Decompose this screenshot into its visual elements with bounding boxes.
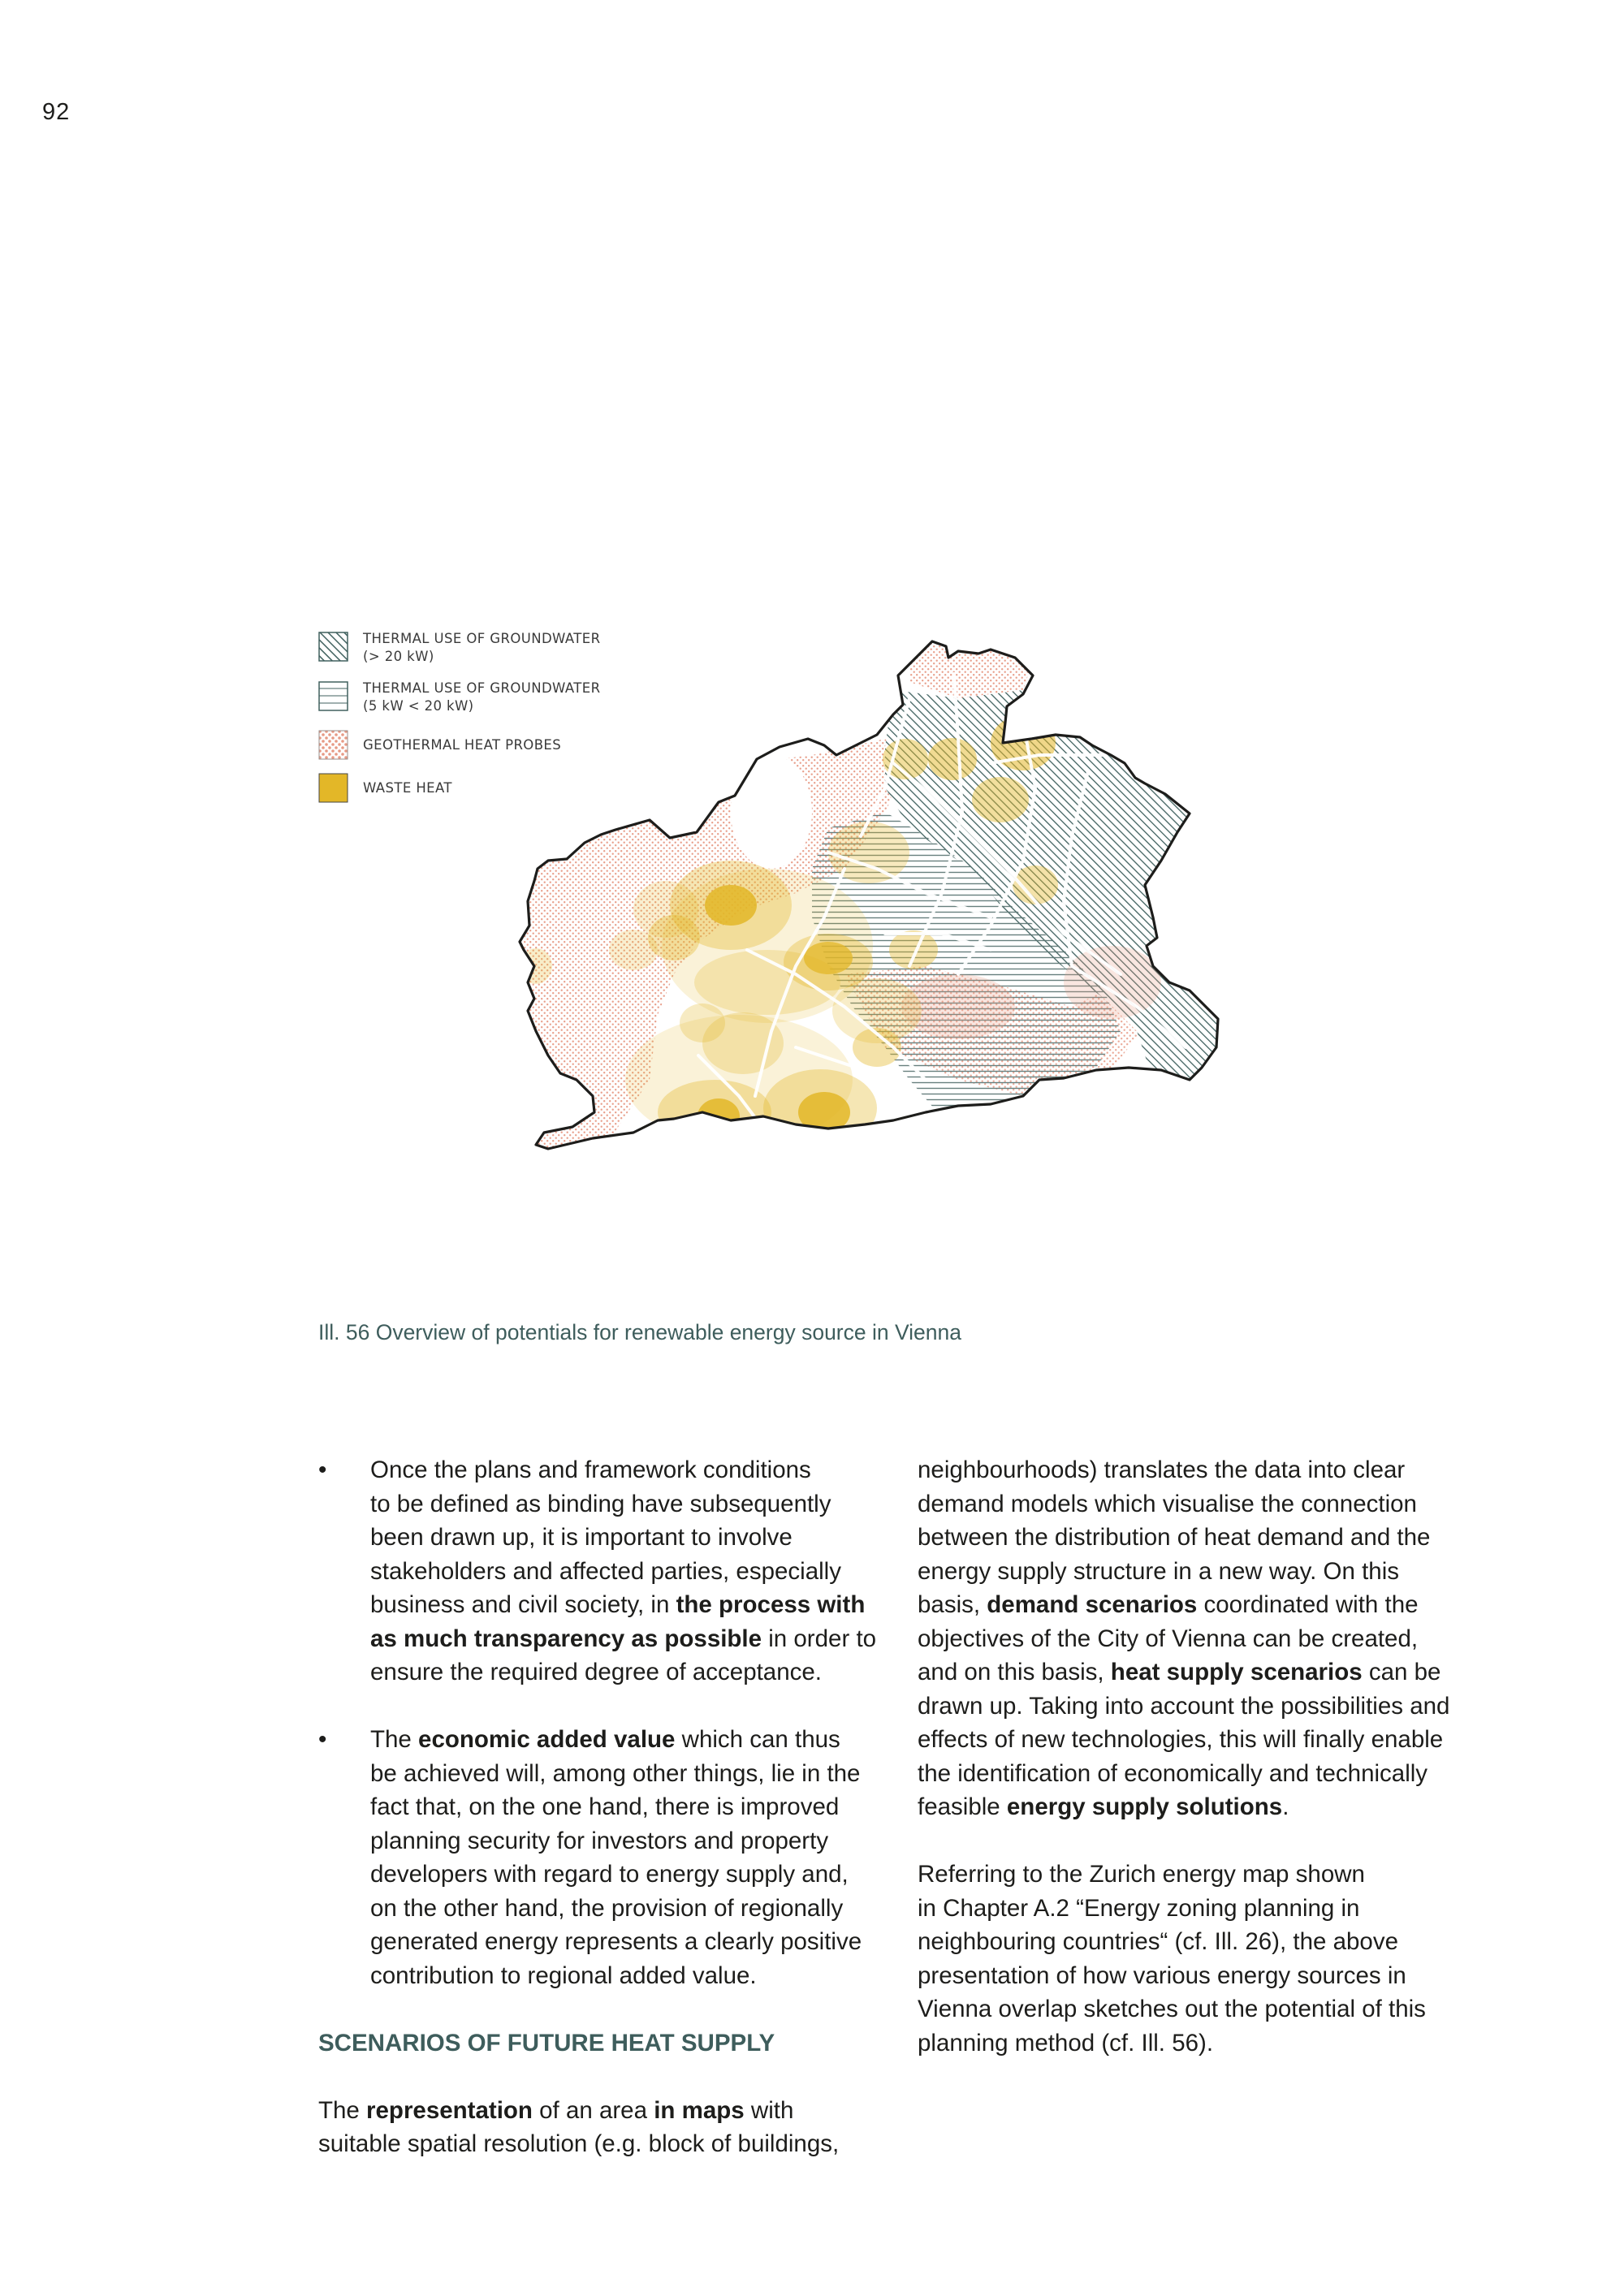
- text-line: [918, 1588, 1486, 1622]
- bold-text: as much transparency as possible: [370, 1625, 762, 1652]
- text-line: [918, 1892, 1486, 1926]
- text-line: [918, 1723, 1486, 1757]
- paragraph: [918, 1858, 1486, 2060]
- text-line: [918, 1453, 1486, 1487]
- text-run: Once the plans and framework conditions: [370, 1457, 811, 1483]
- bold-text: in maps: [654, 2096, 745, 2124]
- text-line: [918, 1790, 1486, 1824]
- text-line: [318, 2094, 887, 2128]
- text-run: business and civil society, in: [370, 1591, 676, 1618]
- text-line: [918, 1858, 1486, 1892]
- figure-caption: Ill. 56 Overview of potentials for renewable energy source in Vienna: [318, 1320, 962, 1344]
- text-line: [370, 1790, 887, 1824]
- text-line: [918, 1959, 1486, 1993]
- text-line: [918, 1622, 1486, 1656]
- text-line: [918, 1487, 1486, 1521]
- text-run: the identification of economically and technically: [918, 1759, 1428, 1787]
- text-run: which can thus: [675, 1726, 840, 1753]
- bold-text: economic added value: [418, 1726, 676, 1753]
- text-run: fact that, on the one hand, there is improved: [370, 1793, 840, 1820]
- text-run: The: [318, 2096, 367, 2124]
- text-line: [918, 1555, 1486, 1589]
- text-line: [370, 1555, 887, 1589]
- text-run: objectives of the City of Vienna can be created,: [918, 1625, 1419, 1652]
- text-run: with: [744, 2096, 794, 2124]
- text-line: [918, 1690, 1486, 1724]
- bold-text: representation: [366, 2096, 533, 2124]
- text-run: planning security for investors and property: [370, 1827, 829, 1854]
- text-run: neighbourhoods) translates the data into clear: [918, 1457, 1406, 1483]
- text-line: [918, 1655, 1486, 1690]
- text-run: .: [1282, 1793, 1289, 1820]
- bullet-icon: •: [318, 1457, 327, 1483]
- text-run: on the other hand, the provision of regionally: [370, 1894, 844, 1922]
- text-run: basis,: [918, 1591, 987, 1618]
- left-column: [318, 1453, 887, 2161]
- text-run: be achieved will, among other things, lie in the: [370, 1759, 861, 1787]
- text-line: [918, 1925, 1486, 1959]
- legend-sublabel: (5 kW < 20 kW): [363, 698, 474, 714]
- bold-text: heat supply scenarios: [1110, 1659, 1363, 1685]
- bullet-body: [370, 1453, 887, 1690]
- text-line: [370, 1622, 887, 1656]
- text-line: [370, 1892, 887, 1926]
- text-run: demand models which visualise the connection: [918, 1490, 1417, 1517]
- text-line: [370, 1723, 887, 1757]
- legend-label: THERMAL USE OF GROUNDWATER: [363, 631, 601, 646]
- text-run: energy supply structure in a new way. On this: [918, 1557, 1400, 1585]
- horizontal-hatch-swatch-icon: [318, 681, 348, 711]
- text-run: planning method (cf. Ill. 56).: [918, 2029, 1214, 2056]
- text-run: Referring to the Zurich energy map shown: [918, 1861, 1365, 1888]
- text-line: [370, 1959, 887, 1993]
- dot-pattern-swatch-icon: [318, 730, 348, 760]
- text-run: to be defined as binding have subsequently: [370, 1490, 831, 1517]
- text-line: [370, 1858, 887, 1892]
- bullet-item: [318, 1723, 887, 1992]
- text-run: developers with regard to energy supply and,: [370, 1861, 849, 1888]
- legend-sublabel: (> 20 kW): [363, 649, 434, 664]
- text-run: can be: [1362, 1659, 1441, 1685]
- paragraph: [318, 2094, 887, 2161]
- text-run: in Chapter A.2 “Energy zoning planning in: [918, 1894, 1360, 1922]
- text-line: [370, 1757, 887, 1791]
- vienna-energy-map: [503, 625, 1315, 1258]
- text-run: stakeholders and affected parties, especially: [370, 1557, 841, 1585]
- text-run: neighbouring countries“ (cf. Ill. 26), the above: [918, 1928, 1398, 1955]
- text-line: [370, 1487, 887, 1521]
- right-column: [918, 1453, 1486, 2060]
- bold-text: energy supply solutions: [1006, 1793, 1283, 1820]
- text-line: [918, 1757, 1486, 1791]
- legend-label: GEOTHERMAL HEAT PROBES: [363, 737, 562, 753]
- text-line: [370, 1655, 887, 1690]
- text-run: suitable spatial resolution (e.g. block of buildings,: [318, 2130, 840, 2157]
- bullet-body: [370, 1723, 887, 1992]
- text-run: between the distribution of heat demand and the: [918, 1524, 1431, 1551]
- text-run: of an area: [532, 2096, 654, 2124]
- text-run: The: [370, 1726, 419, 1753]
- text-line: [370, 1521, 887, 1555]
- text-run: presentation of how various energy sources in: [918, 1962, 1406, 1989]
- paragraph: [918, 1453, 1486, 1824]
- bold-text: demand scenarios: [987, 1591, 1198, 1618]
- bullet-icon: •: [318, 1726, 327, 1753]
- text-run: generated energy represents a clearly positive: [370, 1928, 862, 1955]
- text-line: [318, 2127, 887, 2161]
- legend-label: WASTE HEAT: [363, 780, 452, 796]
- text-run: contribution to regional added value.: [370, 1962, 757, 1989]
- text-line: [918, 1992, 1486, 2026]
- text-run: ensure the required degree of acceptance.: [370, 1659, 822, 1685]
- text-run: coordinated with the: [1197, 1591, 1419, 1618]
- text-line: [370, 1824, 887, 1858]
- text-line: [370, 1453, 887, 1487]
- bold-text: the process with: [676, 1591, 866, 1618]
- text-run: feasible: [918, 1793, 1007, 1820]
- text-run: drawn up. Taking into account the possibilities and: [918, 1692, 1450, 1720]
- text-line: [370, 1925, 887, 1959]
- text-run: been drawn up, it is important to involve: [370, 1524, 793, 1551]
- legend-item-waste-heat: [318, 773, 452, 803]
- text-run: Vienna overlap sketches out the potential of this: [918, 1996, 1426, 2022]
- section-heading: SCENARIOS OF FUTURE HEAT SUPPLY: [318, 2029, 775, 2056]
- text-line: [370, 1588, 887, 1622]
- page-number: 92: [42, 99, 71, 125]
- legend-label: THERMAL USE OF GROUNDWATER: [363, 680, 601, 696]
- text-run: in order to: [762, 1625, 877, 1652]
- text-run: and on this basis,: [918, 1659, 1111, 1685]
- text-line: [918, 2026, 1486, 2061]
- text-line: [918, 1521, 1486, 1555]
- bullet-item: [318, 1453, 887, 1690]
- diagonal-hatch-swatch-icon: [318, 632, 348, 662]
- solid-swatch-icon: [318, 773, 348, 803]
- text-run: effects of new technologies, this will finally enable: [918, 1726, 1444, 1753]
